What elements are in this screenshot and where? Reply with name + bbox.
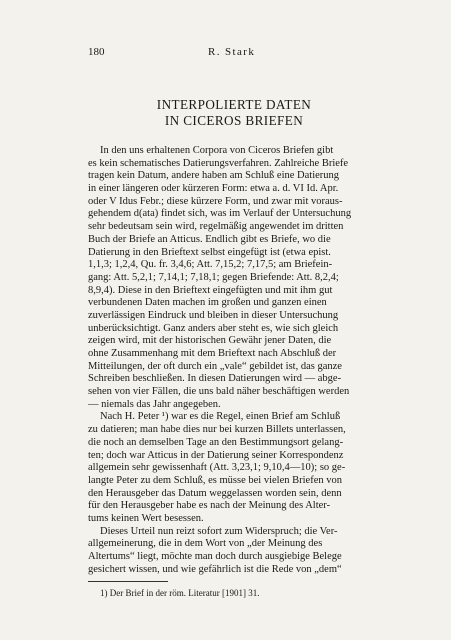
text-line: ohne Zusammenhang mit dem Brieftext nach Abschluß der [88, 348, 337, 359]
text-line: gang: Att. 5,2,1; 7,14,1; 7,18,1; gegen Briefende: Att. 8,2,4; [88, 271, 339, 283]
text-line: es kein schematisches Datierungsverfahren. Zahlreiche Briefe [88, 157, 349, 169]
text-line: In den uns erhaltenen Corpora von Ciceros Briefen gibt [100, 145, 334, 156]
text-line: Altertums“ liegt, möchte man doch durch ausgiebige Belege [88, 551, 342, 562]
text-line: allgemein sehr gewissenhaft (Att. 3,23,1; 9,10,4—10); so ge- [88, 462, 346, 474]
text-line: Nach H. Peter ¹) war es die Regel, einen Brief am Schluß [100, 411, 341, 423]
text-line: oder V Idus Febr.; diese kürzere Form, und zwar mit voraus- [88, 195, 343, 207]
article-body [88, 145, 380, 576]
text-line: Buch der Briefe an Atticus. Endlich gibt es Briefe, wo die [88, 233, 331, 245]
article-title [88, 97, 380, 129]
text-line: Datierung in den Brieftext selbst eingefügt ist (etwa epist. [88, 246, 331, 258]
text-line: 1,1,3; 1,2,4, Qu. fr. 3,4,6; Att. 7,15,2; 7,17,5; am Briefein- [88, 259, 333, 271]
title-line-1: INTERPOLIERTE DATEN [156, 97, 312, 112]
footnote: 1) Der Brief in der röm. Literatur [1901] 31. [100, 588, 260, 598]
running-head: R. Stark [208, 46, 256, 58]
text-line: ten; doch war Atticus in der Datierung seiner Korrespondenz [88, 449, 344, 461]
page-number: 180 [88, 46, 105, 58]
text-line: tums keinen Wert besessen. [88, 512, 204, 524]
text-line: die noch an demselben Tage an den Bestimmungsort gelang- [88, 436, 344, 448]
text-line: Schreiben beschließen. In diesen Datierungen wird — abge- [88, 373, 342, 385]
text-line: zuverlässigen Eindruck und bleiben in dieser Untersuchung [88, 309, 339, 321]
text-line: gesichert wissen, und wie gefährlich ist die Rede von „dem“ [88, 563, 342, 575]
text-line: tragen kein Datum, andere haben am Schluß eine Datierung [88, 170, 340, 182]
text-line: — niemals das Jahr angegeben. [88, 398, 221, 410]
text-line: in einer längeren oder kürzeren Form: etwa a. d. VI Id. Apr. [88, 183, 339, 195]
footnote-divider [88, 581, 168, 582]
text-line: den Herausgeber das Datum weggelassen worden sein, denn [88, 487, 342, 499]
title-line-2: IN CICEROS BRIEFEN [164, 113, 304, 128]
text-line: allgemeinerung, die in dem Wort von „der Meinung des [88, 538, 323, 550]
text-line: zu datieren; man habe dies nur bei kurzen Billets unterlassen, [88, 424, 346, 436]
text-line: gehendem d(ata) findet sich, was im Verlauf der Untersuchung [88, 208, 352, 220]
text-line: verbundenen Daten machen im großen und ganzen einen [88, 297, 327, 309]
text-line: sehen von vier Fällen, die uns bald näher beschäftigen werden [88, 386, 350, 398]
text-line: für den Herausgeber habe es nach der Meinung des Alter- [88, 500, 331, 512]
text-line: langte Peter zu dem Schluß, es müsse bei vielen Briefen von [88, 474, 342, 486]
text-line: Dieses Urteil nun reizt sofort zum Widerspruch; die Ver- [100, 525, 338, 537]
text-line: zeigen wird, mit der historischen Gewähr jener Daten, die [88, 335, 332, 347]
text-line: 8,9,4). Diese in den Brieftext eingefügten und mit ihm gut [88, 284, 333, 296]
text-line: unberücksichtigt. Ganz anders aber steht es, wie sich gleich [88, 322, 339, 334]
page-header [88, 46, 380, 60]
text-line: Mitteilungen, der oft durch ein „vale“ gebildet ist, das ganze [88, 360, 342, 372]
text-line: sehr bedeutsam sein wird, regelmäßig angewendet im dritten [88, 221, 344, 233]
